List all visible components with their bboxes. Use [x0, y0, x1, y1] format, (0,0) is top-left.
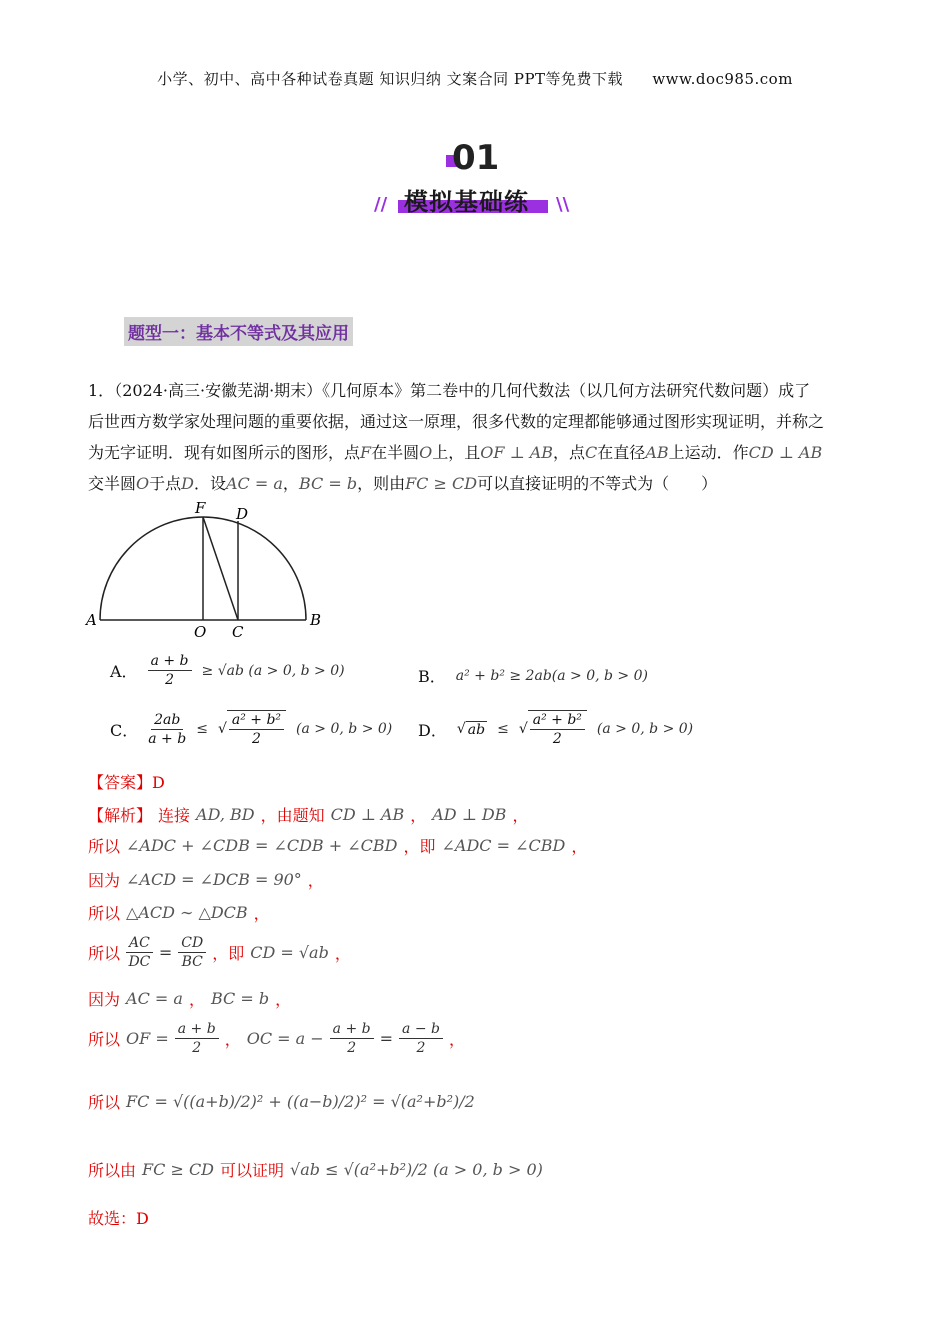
answer-tag: 【答案】D	[88, 773, 165, 792]
analysis-line-3: 因为 ∠ACD = ∠DCB = 90° ，	[88, 870, 324, 890]
analysis-line-9: 所以由 FC ≥ CD 可以证明 √ab ≤ √(a²+b²)/2 (a > 0, b > 0)	[88, 1160, 543, 1180]
analysis-line-7: 所以 OF = $\frac{a + b}{2}$ ， OC = a − $\frac{a + b}{2}$ = $\frac{a - b}{2}$ ，	[88, 1021, 465, 1056]
label-o: O	[194, 623, 207, 641]
analysis-line-1: 【解析】 连接 AD, BD ，由题知 CD ⊥ AB ， AD ⊥ DB ，	[88, 805, 529, 825]
option-d[interactable]: D． √ ab ≤ √ $\frac{\text{a² + b²}}{2}$ (a > 0, b > 0)	[418, 712, 694, 747]
badge-right-mark: \\	[556, 194, 570, 215]
semicircle-figure	[80, 495, 340, 645]
badge-left-mark: //	[374, 194, 388, 215]
badge-number: 01	[452, 138, 500, 178]
option-a[interactable]: A． $\frac{a + b}{2}$ ≥ √ab (a > 0, b > 0)	[110, 653, 345, 688]
header-url[interactable]: www.doc985.com	[652, 70, 793, 88]
label-a: A	[86, 611, 97, 629]
analysis-line-6: 因为 AC = a ， BC = b ，	[88, 989, 292, 1009]
label-d: D	[236, 505, 249, 523]
analysis-line-4: 所以 △ACD ∼ △DCB ，	[88, 903, 270, 923]
label-f: F	[195, 499, 206, 517]
label-c: C	[232, 623, 244, 641]
option-b[interactable]: B． a² + b² ≥ 2ab(a > 0, b > 0)	[418, 667, 648, 686]
badge-title: 模拟基础练	[404, 188, 529, 216]
page-header	[0, 68, 950, 89]
header-text: 小学、初中、高中各种试卷真题 知识归纳 文案合同 PPT等免费下载	[157, 70, 624, 88]
analysis-line-2: 所以 ∠ADC + ∠CDB = ∠CDB + ∠CBD ，即 ∠ADC = ∠CBD ，	[88, 836, 588, 856]
analysis-line-5: 所以 $\frac{AC}{DC}$ = $\frac{CD}{BC}$ ，即 CD = √ab ，	[88, 935, 351, 970]
segment-fc	[203, 517, 238, 620]
section-badge	[374, 138, 580, 228]
question-1: 1．（2024·高三·安徽芜湖·期末）《几何原本》第二卷中的几何代数法（以几何方法研究代数问题）成了 后世西方数学家处理问题的重要依据，通过这一原理，很多代数的定理都能够通过图形实现证明，并称之 为无字证明．现有如图所示的图形，点F在半圆O上，且OF ⊥ AB，点C在直径AB上运动．作CD ⊥ AB 交半圆O于点D．设AC = a，BC = b，则由FC ≥ CD可以直接证明的不等式为（ ）	[88, 381, 825, 493]
label-b: B	[310, 611, 322, 629]
analysis-conclusion: 故选：D	[88, 1209, 149, 1228]
analysis-line-8: 所以 FC = √((a+b)/2)² + ((a−b)/2)² = √(a²+b²)/2	[88, 1092, 475, 1112]
option-c[interactable]: C． $\frac{2ab}{a + b}$ ≤ √ $\frac{\text{a² + b²}}{2}$ (a > 0, b > 0)	[110, 711, 393, 747]
section-title: 题型一：基本不等式及其应用	[124, 317, 353, 346]
